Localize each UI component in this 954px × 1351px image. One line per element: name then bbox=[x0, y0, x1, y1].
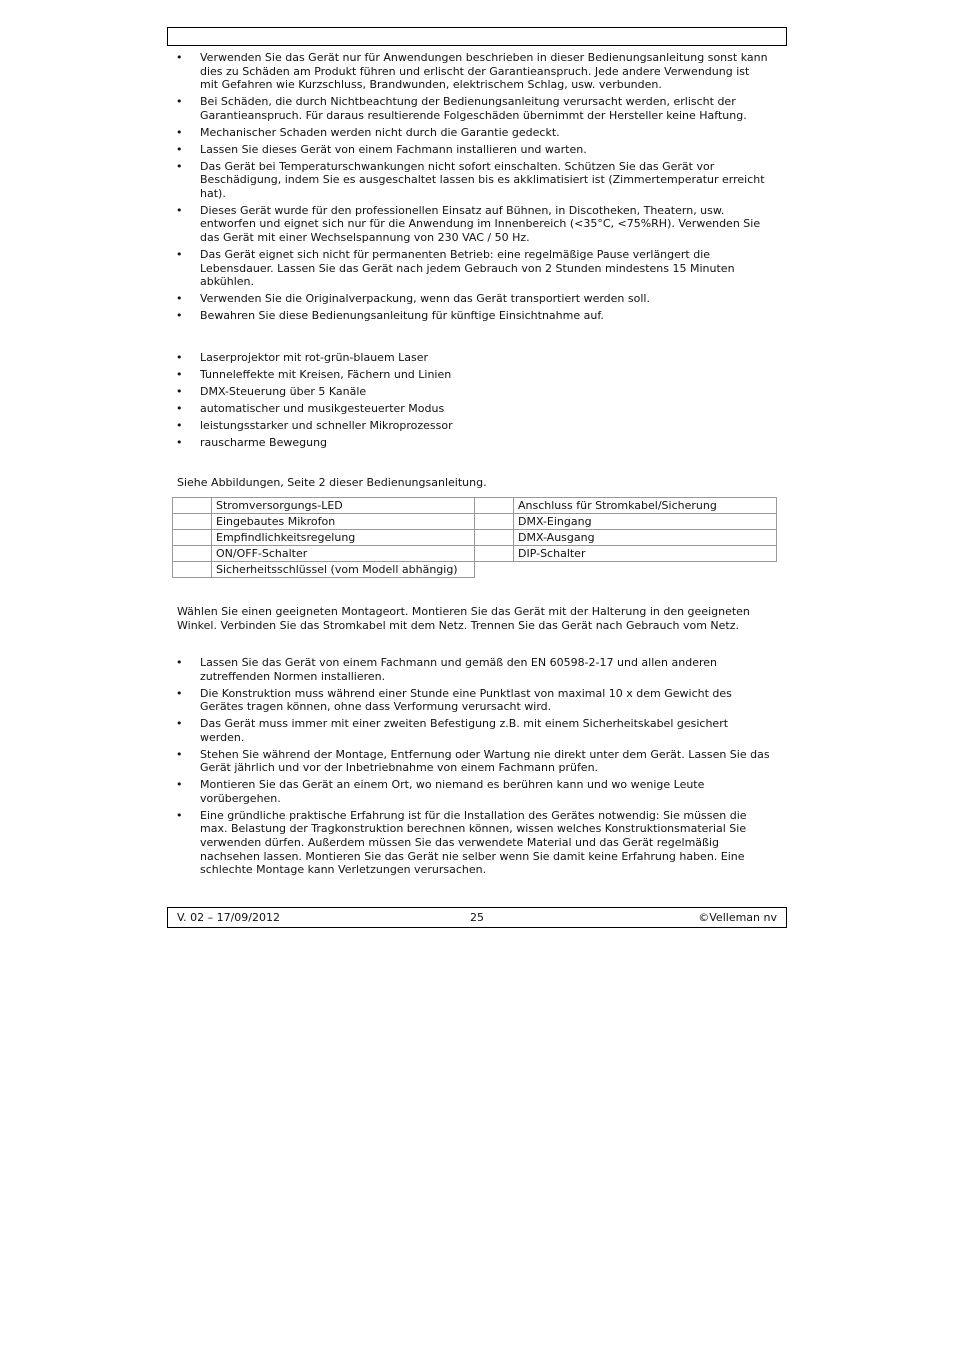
list-item bbox=[176, 656, 770, 683]
list-item-text: Mechanischer Schaden werden nicht durch die Garantie gedeckt. bbox=[200, 125, 560, 139]
table-cell-number bbox=[173, 530, 212, 546]
list-item-text: Bewahren Sie diese Bedienungsanleitung für künftige Einsichtnahme auf. bbox=[200, 309, 604, 323]
safety-list bbox=[176, 51, 770, 326]
bullet-icon: • bbox=[176, 656, 183, 669]
bullet-icon: • bbox=[176, 125, 183, 139]
table-cell-number bbox=[475, 530, 514, 546]
footer-copyright: ©Velleman nv bbox=[698, 911, 777, 924]
table-cell-number bbox=[475, 498, 514, 514]
list-item-text: Die Konstruktion muss während einer Stunde eine Punktlast von maximal 10 x dem Gewicht des Gerätes tragen können, ohne dass Verformung verursacht wird. bbox=[200, 686, 732, 714]
mounting-list bbox=[176, 656, 770, 880]
table-cell-number bbox=[475, 514, 514, 530]
list-item-text: Eine gründliche praktische Erfahrung ist für die Installation des Gerätes notwendig: Sie müssen die max. Belastung der Tragkonstruktion berechnen können, wissen welches Konstruktionsmaterial Sie verwenden dürfen. Außerdem müssen Sie das verwendete Material und das Gerät regelmäßig nachsehen lassen. Montieren Sie das Gerät nie selber wenn Sie damit keine Erfahrung haben. Eine schlechte Montage kann Verletzungen verursachen. bbox=[200, 808, 747, 877]
list-item-text: Lassen Sie dieses Gerät von einem Fachmann installieren und warten. bbox=[200, 142, 587, 156]
table-cell-number bbox=[173, 514, 212, 530]
bullet-icon: • bbox=[176, 778, 183, 792]
bullet-icon: • bbox=[176, 51, 183, 64]
bullet-icon: • bbox=[176, 747, 183, 761]
table-cell-empty bbox=[514, 562, 777, 578]
list-item bbox=[176, 351, 770, 365]
page-footer bbox=[167, 907, 787, 928]
list-item-text: DMX-Steuerung über 5 Kanäle bbox=[200, 384, 367, 398]
list-item bbox=[176, 748, 770, 775]
list-item bbox=[176, 143, 770, 157]
list-item bbox=[176, 248, 770, 289]
bullet-icon: • bbox=[176, 351, 183, 364]
list-item bbox=[176, 687, 770, 714]
table-cell: DMX-Ausgang bbox=[514, 530, 777, 546]
table-cell: Eingebautes Mikrofon bbox=[212, 514, 475, 530]
table-cell: ON/OFF-Schalter bbox=[212, 546, 475, 562]
list-item-text: Bei Schäden, die durch Nichtbeachtung der Bedienungsanleitung verursacht werden, erlischt der Garantieanspruch. Für daraus resultierende Folgeschäden übernimmt der Hersteller keine Haftung. bbox=[200, 95, 747, 122]
bullet-icon: • bbox=[176, 808, 183, 822]
list-item bbox=[176, 368, 770, 382]
table-cell: Empfindlichkeitsregelung bbox=[212, 530, 475, 546]
list-item-text: Laserprojektor mit rot-grün-blauem Laser bbox=[200, 351, 429, 364]
bullet-icon: • bbox=[176, 686, 183, 700]
list-item bbox=[176, 402, 770, 416]
list-item-text: Das Gerät muss immer mit einer zweiten Befestigung z.B. mit einem Sicherheitskabel gesichert werden. bbox=[200, 717, 729, 744]
list-item-text: Dieses Gerät wurde für den professionellen Einsatz auf Bühnen, in Discotheken, Theatern, usw. entworfen und eignet sich nur für die Anwendung im Innenbereich (<35°C, <75%RH). Verwenden Sie das Gerät mit einer Wechselspannung von 230 VAC / 50 Hz. bbox=[200, 203, 761, 245]
bullet-icon: • bbox=[176, 292, 183, 306]
table-cell-number bbox=[173, 562, 212, 578]
table-cell-number bbox=[475, 546, 514, 562]
list-item bbox=[176, 126, 770, 140]
header-box bbox=[167, 27, 787, 46]
list-item-text: Stehen Sie während der Montage, Entfernung oder Wartung nie direkt unter dem Gerät. Lassen Sie das Gerät jährlich und vor der Inbetriebnahme von einem Fachmann prüfen. bbox=[200, 747, 770, 775]
list-item-text: Das Gerät bei Temperaturschwankungen nicht sofort einschalten. Schützen Sie das Gerät vor Beschädigung, indem Sie es ausgeschaltet lassen bis es akklimatisiert ist (Zimmertemperatur erreicht hat). bbox=[200, 159, 765, 200]
list-item bbox=[176, 778, 770, 805]
bullet-icon: • bbox=[176, 203, 183, 217]
bullet-icon: • bbox=[176, 717, 183, 731]
list-item-text: Das Gerät eignet sich nicht für permanenten Betrieb: eine regelmäßige Pause verlängert die Lebensdauer. Lassen Sie das Gerät nach jedem Gebrauch von 2 Stunden mindestens 15 Minuten abkühlen. bbox=[200, 248, 735, 289]
bullet-icon: • bbox=[176, 248, 183, 262]
list-item bbox=[176, 51, 770, 92]
table-row bbox=[173, 514, 777, 530]
list-item bbox=[176, 95, 770, 122]
list-item bbox=[176, 204, 770, 245]
bullet-icon: • bbox=[176, 384, 183, 398]
list-item-text: Lassen Sie das Gerät von einem Fachmann und gemäß den EN 60598-2-17 und allen anderen zutreffenden Normen installieren. bbox=[200, 656, 718, 683]
bullet-icon: • bbox=[176, 401, 183, 415]
list-item-text: leistungsstarker und schneller Mikroprozessor bbox=[200, 418, 453, 432]
list-item bbox=[176, 292, 770, 306]
bullet-icon: • bbox=[176, 367, 183, 381]
list-item bbox=[176, 419, 770, 433]
list-item bbox=[176, 717, 770, 744]
table-row bbox=[173, 498, 777, 514]
table-cell-empty bbox=[475, 562, 514, 578]
table-cell: Anschluss für Stromkabel/Sicherung bbox=[514, 498, 777, 514]
list-item-text: Tunneleffekte mit Kreisen, Fächern und Linien bbox=[200, 367, 452, 381]
list-item-text: Verwenden Sie das Gerät nur für Anwendungen beschrieben in dieser Bedienungsanleitung sonst kann dies zu Schäden am Produkt führen und erlischt der Garantieanspruch. Jede andere Verwendung ist mit Gefahren wie Kurzschluss, Brandwunden, elektrischem Schlag, usw. verbunden. bbox=[200, 51, 768, 92]
overview-table bbox=[172, 497, 777, 578]
list-item-text: automatischer und musikgesteuerter Modus bbox=[200, 401, 445, 415]
list-item bbox=[176, 436, 770, 450]
bullet-icon: • bbox=[176, 418, 183, 432]
table-row bbox=[173, 562, 777, 578]
table-row bbox=[173, 546, 777, 562]
list-item-text: Verwenden Sie die Originalverpackung, wenn das Gerät transportiert werden soll. bbox=[200, 292, 650, 306]
list-item bbox=[176, 385, 770, 399]
mounting-paragraph: Wählen Sie einen geeigneten Montageort. Montieren Sie das Gerät mit der Halterung in den geeigneten Winkel. Verbinden Sie das Stromkabel mit dem Netz. Trennen Sie das Gerät nach Gebrauch vom Netz. bbox=[177, 605, 750, 632]
list-item bbox=[176, 809, 770, 877]
footer-version: V. 02 – 17/09/2012 bbox=[177, 911, 280, 924]
footer-page-number: 25 bbox=[470, 911, 484, 924]
table-cell: Sicherheitsschlüssel (vom Modell abhängig) bbox=[212, 562, 475, 578]
table-cell: Stromversorgungs-LED bbox=[212, 498, 475, 514]
table-row bbox=[173, 530, 777, 546]
list-item-text: rauscharme Bewegung bbox=[200, 435, 328, 449]
bullet-icon: • bbox=[176, 95, 183, 109]
table-cell: DMX-Eingang bbox=[514, 514, 777, 530]
bullet-icon: • bbox=[176, 435, 183, 449]
overview-paragraph: Siehe Abbildungen, Seite 2 dieser Bedienungsanleitung. bbox=[177, 476, 487, 489]
features-list bbox=[176, 351, 770, 453]
table-cell-number bbox=[173, 546, 212, 562]
bullet-icon: • bbox=[176, 142, 183, 156]
list-item-text: Montieren Sie das Gerät an einem Ort, wo niemand es berühren kann und wo wenige Leute vorübergehen. bbox=[200, 778, 705, 805]
list-item bbox=[176, 160, 770, 201]
table-cell-number bbox=[173, 498, 212, 514]
bullet-icon: • bbox=[176, 159, 183, 173]
bullet-icon: • bbox=[176, 309, 183, 323]
list-item bbox=[176, 309, 770, 323]
table-cell: DIP-Schalter bbox=[514, 546, 777, 562]
